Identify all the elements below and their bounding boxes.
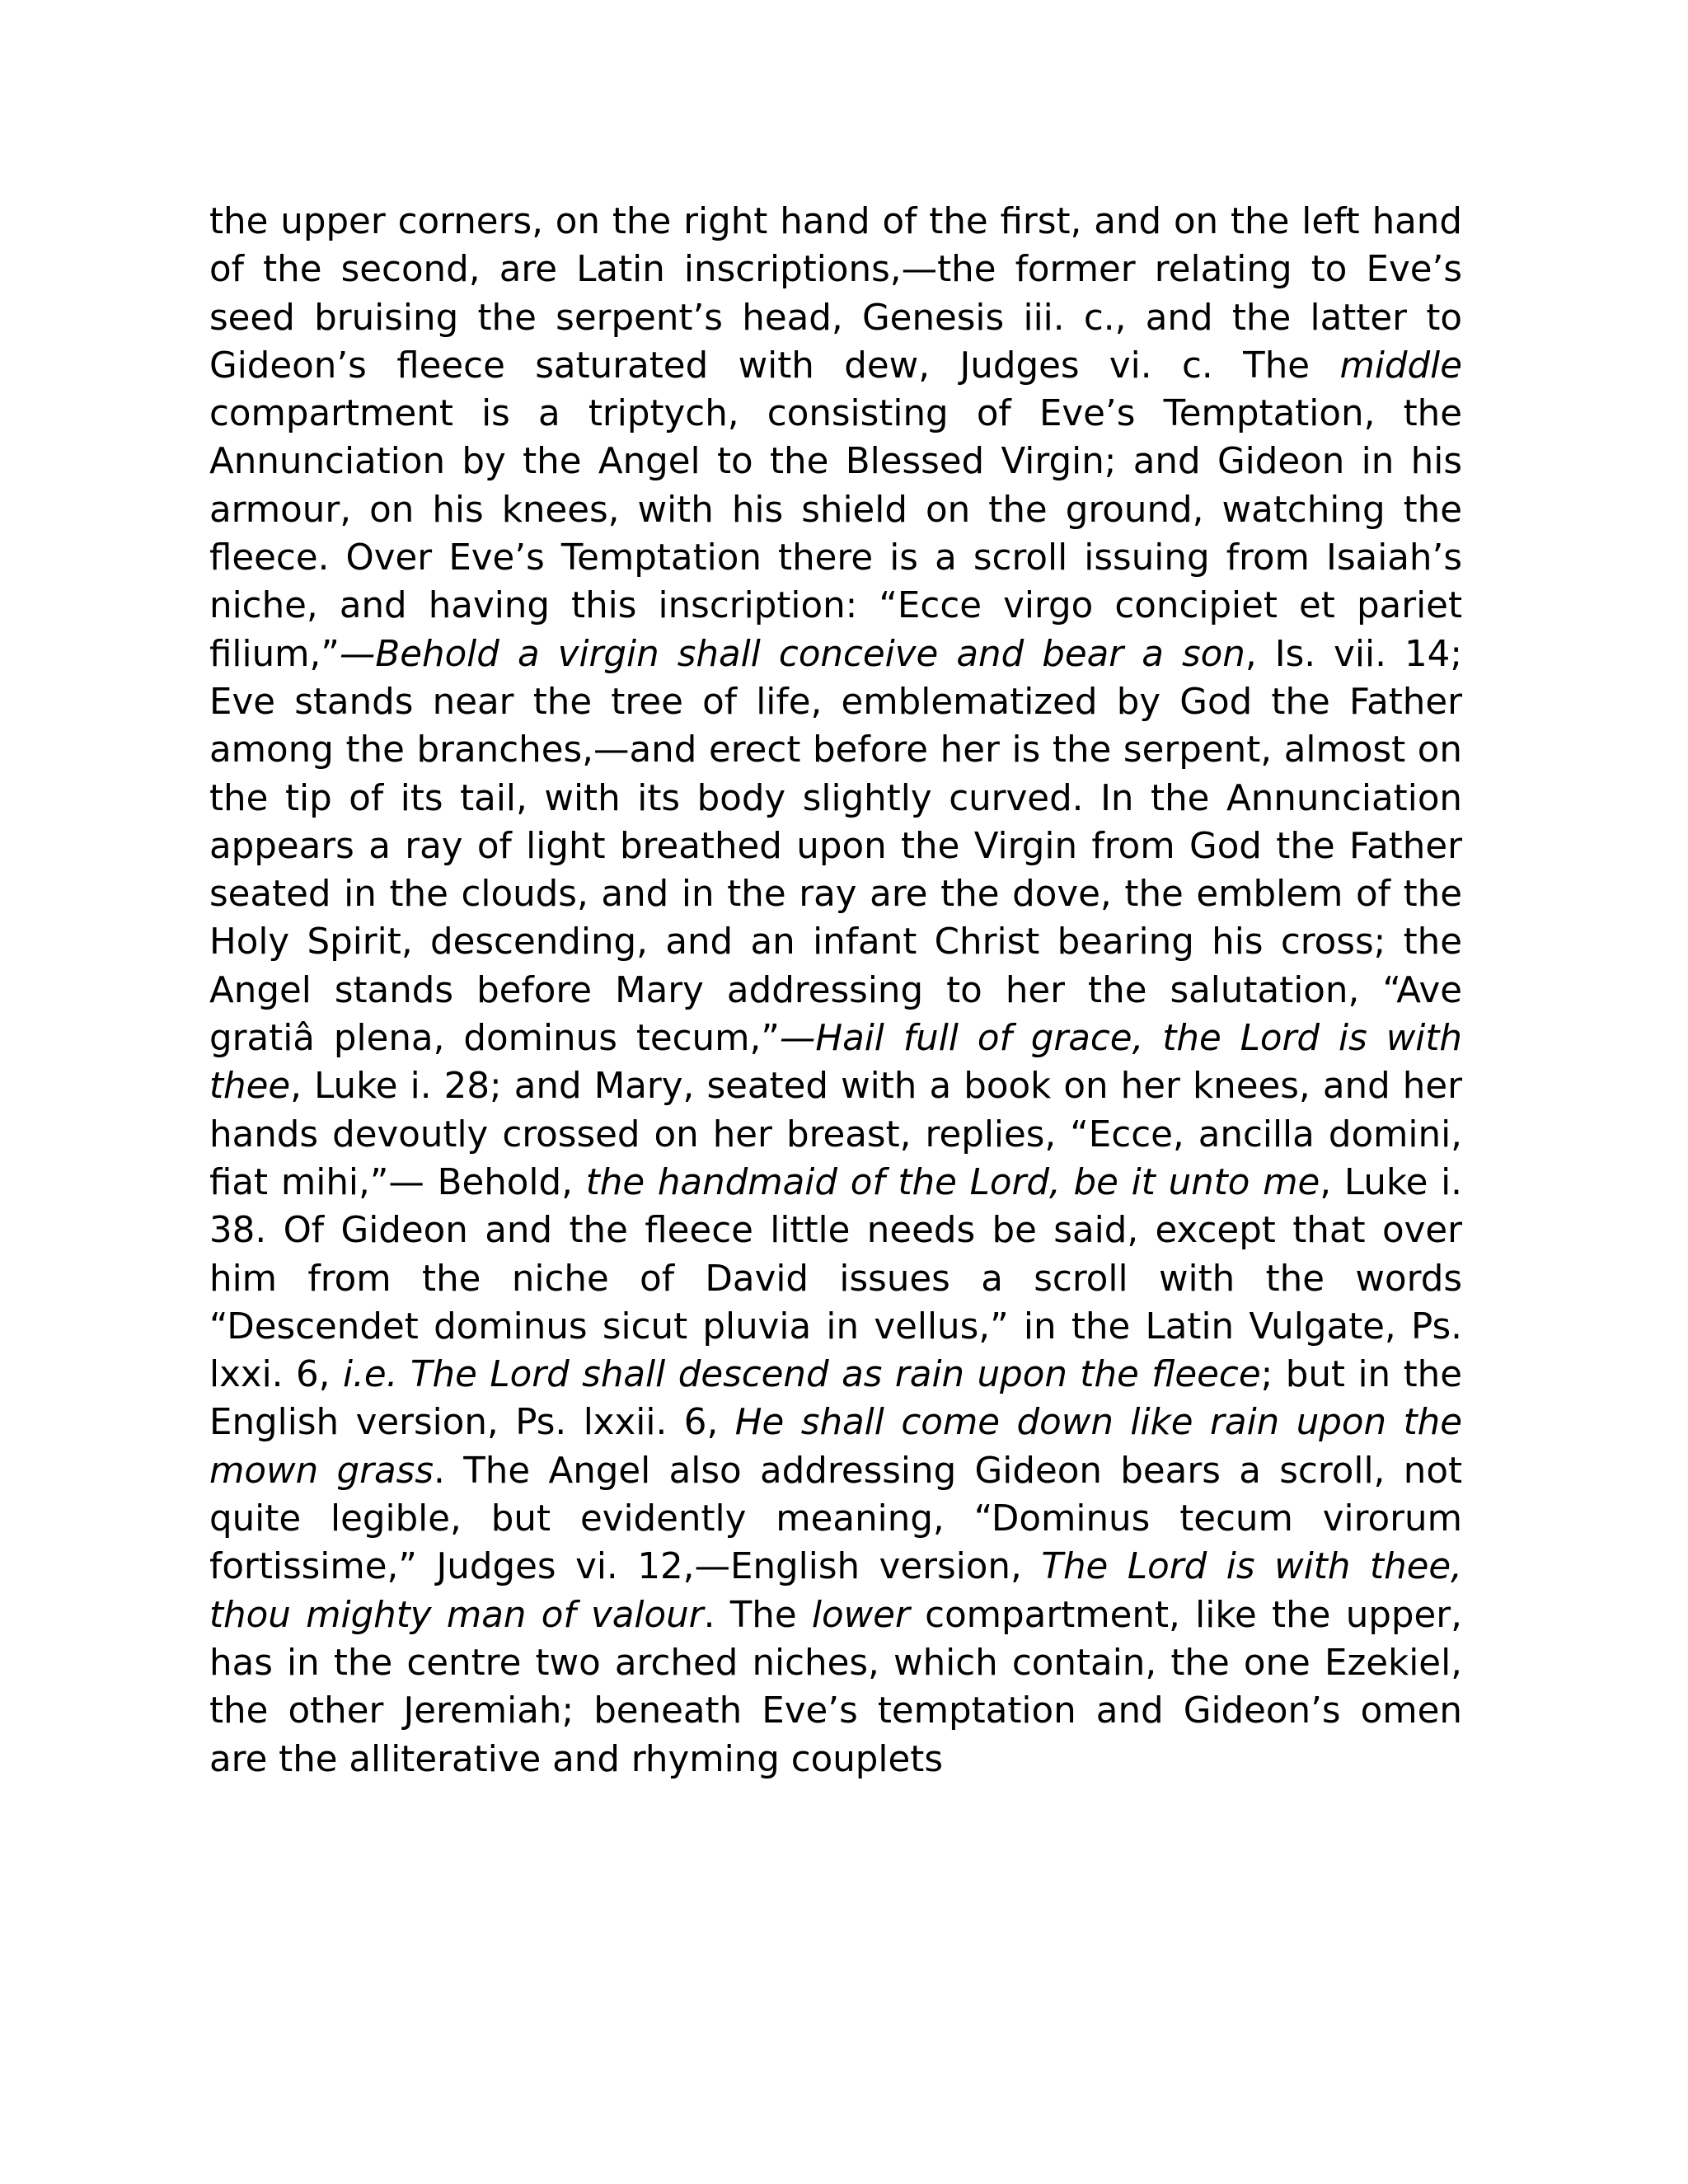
italic-run: —Hail full of grace, the Lord is with thee [209,1018,1462,1108]
text-run: the upper corners, on the right hand of the first, and on the left hand of the second, are Latin inscriptions,—the former relating to Eve’s seed bruising the serpent’s head, Genesis iii. c., and the latter to Gideon’s fleece saturated with dew, Judges vi. c. The [209,201,1462,387]
italic-run: —Behold a virgin shall conceive and bear a son [339,633,1245,675]
italic-run: middle [1339,344,1462,387]
text-run: . The [703,1594,812,1636]
italic-run: He shall come down like rain upon the mown grass [209,1402,1462,1492]
text-run: , Luke i. 38. Of Gideon and the fleece little needs be said, except that over him from the niche of David issues a scroll with the words “Descendet dominus sicut pluvia in vellus,” in the Latin Vulgate, Ps. lxxi. 6, [209,1161,1463,1396]
body-paragraph [209,198,1462,1783]
text-run: compartment, like the upper, has in the centre two arched niches, which contain, the one Ezekiel, the other Jeremiah; beneath Eve’s temptation and Gideon’s omen are the alliterative and rhyming couplets [209,1594,1462,1780]
italic-run: the handmaid of the Lord, be it unto me [585,1161,1320,1203]
italic-run: lower [811,1594,910,1636]
text-run: , Luke i. 28; and Mary, seated with a book on her knees, and her hands devoutly crossed on her breast, replies, “Ecce, ancilla domini, fiat mihi,”— Behold, [209,1066,1462,1203]
text-run: , Is. vii. 14; Eve stands near the tree of life, emblematized by God the Father among the branches,—and erect before her is the serpent, almost on the tip of its tail, with its body slightly curved. In the Annunciation appears a ray of light breathed upon the Virgin from God the Father seated in the clouds, and in the ray are the dove, the emblem of the Holy Spirit, descending, and an infant Christ bearing his cross; the Angel stands before Mary addressing to her the salutation, “Ave gratiâ plena, dominus tecum,” [209,633,1462,1060]
text-run: ; but in the English version, Ps. lxxii. 6, [209,1354,1462,1444]
text-run: . The Angel also addressing Gideon bears a scroll, not quite legible, but evidently meaning, “Dominus tecum virorum fortissime,” Judges vi. 12,—English version, [209,1450,1462,1588]
italic-run: i.e. The Lord shall descend as rain upon the fleece [342,1354,1261,1396]
italic-run: The Lord is with thee, thou mighty man of valour [209,1546,1462,1636]
document-page [209,198,1462,1783]
text-run: compartment is a triptych, consisting of Eve’s Temptation, the Annunciation by the Angel to the Blessed Virgin; and Gideon in his armour, on his knees, with his shield on the ground, watching the fleece. Over Eve’s Temptation there is a scroll issuing from Isaiah’s niche, and having this inscription: “Ecce virgo concipiet et pariet filium,” [209,393,1462,675]
